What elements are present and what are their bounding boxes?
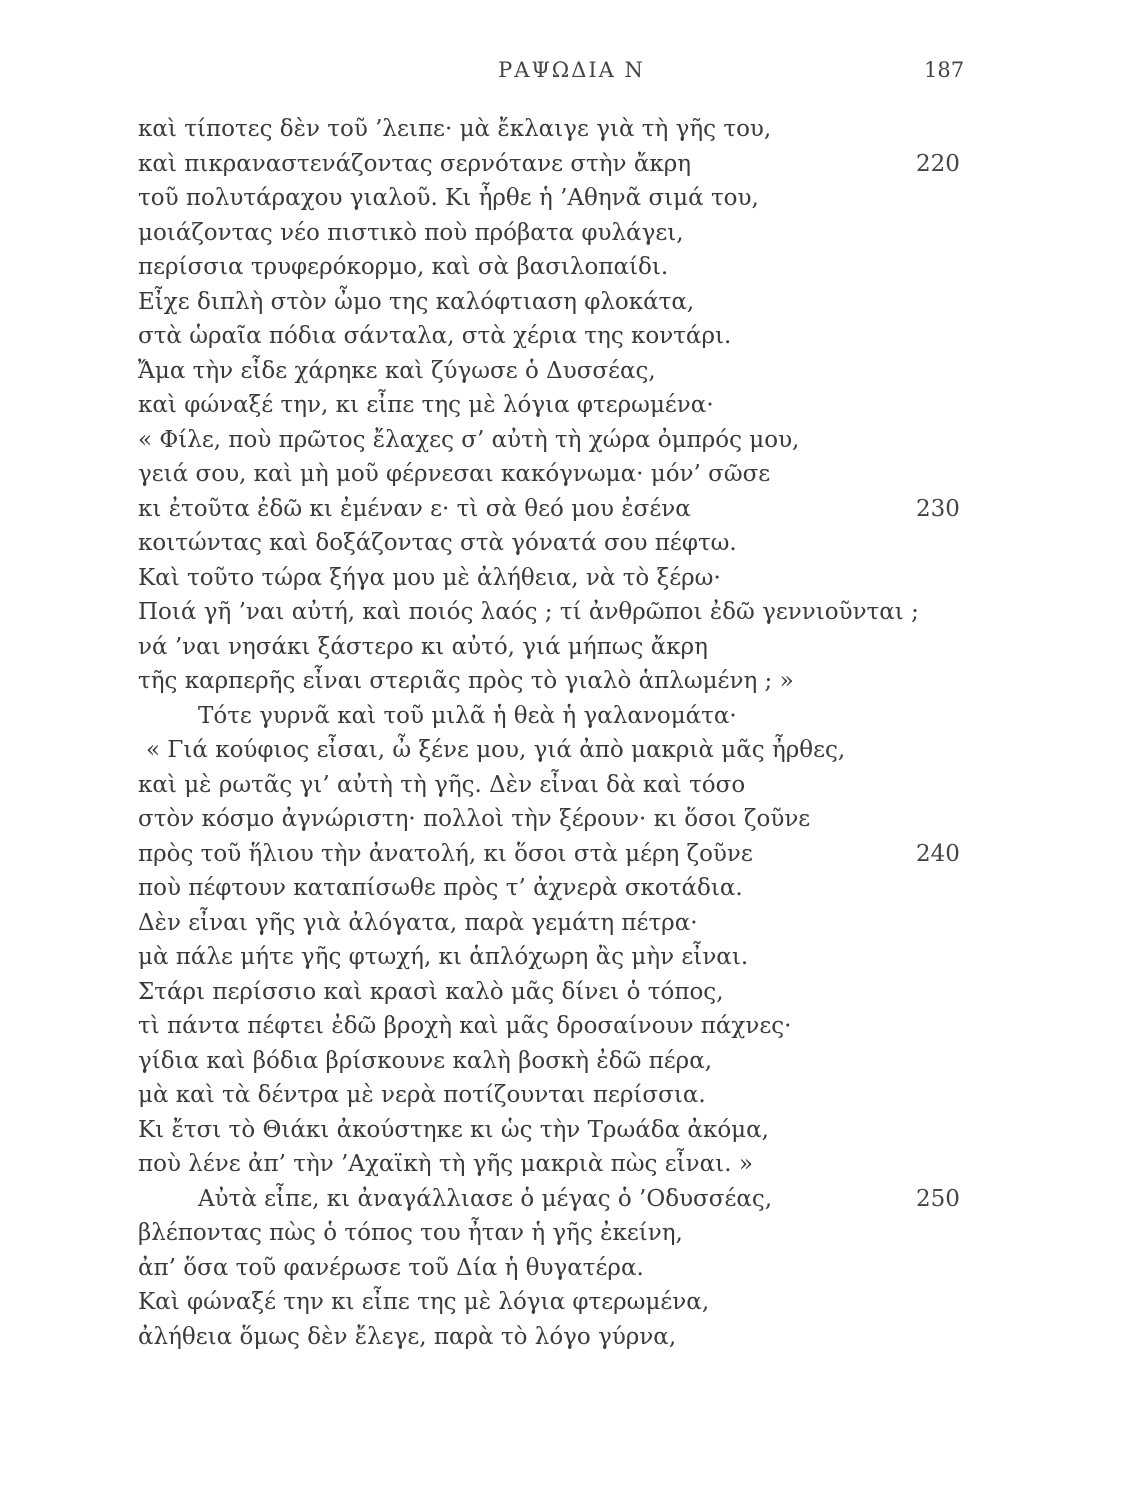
line-number: 240 <box>916 840 960 867</box>
verse-text: στὰ ὡραῖα πόδια σάνταλα, στὰ χέρια της κοντάρι. <box>138 323 732 349</box>
verse-line <box>138 630 998 665</box>
verse-line <box>138 492 998 527</box>
verse-line <box>138 388 998 423</box>
verse-block <box>138 112 998 1354</box>
verse-text: κι ἐτοῦτα ἐδῶ κι ἐμέναν ε· τὶ σὰ θεό μου ἐσένα <box>138 495 691 522</box>
verse-line <box>138 423 998 458</box>
verse-text: καὶ τίποτες δὲν τοῦ ’λειπε· μὰ ἔκλαιγε γιὰ τὴ γῆς του, <box>138 116 772 142</box>
verse-line <box>138 940 998 975</box>
verse-text: ἀλήθεια ὅμως δὲν ἔλεγε, παρὰ τὸ λόγο γύρνα, <box>138 1323 677 1350</box>
verse-line <box>138 768 998 803</box>
verse-text: Στάρι περίσσιο καὶ κρασὶ καλὸ μᾶς δίνει ὁ τόπος, <box>138 978 724 1005</box>
verse-text: νά ’ναι νησάκι ξάστερο κι αὐτό, γιά μήπως ἄκρη <box>138 633 708 660</box>
verse-line <box>138 250 998 285</box>
verse-text: περίσσια τρυφερόκορμο, καὶ σὰ βασιλοπαίδι. <box>138 254 669 280</box>
line-number: 220 <box>916 150 960 177</box>
verse-line <box>138 975 998 1010</box>
verse-line <box>138 1078 998 1113</box>
verse-text: βλέποντας πὼς ὁ τόπος του ἦταν ἡ γῆς ἐκείνη, <box>138 1220 683 1246</box>
verse-text: καὶ μὲ ρωτᾶς γι’ αὐτὴ τὴ γῆς. Δὲν εἶναι δὰ καὶ τόσο <box>138 771 746 798</box>
verse-line <box>138 837 998 872</box>
line-number: 230 <box>916 495 960 522</box>
verse-text: γειά σου, καὶ μὴ μοῦ φέρνεσαι κακόγνωμα· μόν’ σῶσε <box>138 461 771 487</box>
verse-text: πρὸς τοῦ ἥλιου τὴν ἀνατολή, κι ὅσοι στὰ μέρη ζοῦνε <box>138 840 753 867</box>
verse-text: Τότε γυρνᾶ καὶ τοῦ μιλᾶ ἡ θεὰ ἡ γαλανομάτα· <box>198 702 737 729</box>
verse-line <box>138 1044 998 1079</box>
verse-line <box>138 1009 998 1044</box>
chapter-title: ΡΑΨΩΔΙΑ Ν <box>498 58 645 82</box>
verse-line <box>138 1251 998 1286</box>
verse-text: γίδια καὶ βόδια βρίσκουνε καλὴ βοσκὴ ἐδῶ πέρα, <box>138 1047 713 1074</box>
verse-text: τὶ πάντα πέφτει ἐδῶ βροχὴ καὶ μᾶς δροσαίνουν πάχνες· <box>138 1013 792 1039</box>
verse-text: « Φίλε, ποὺ πρῶτος ἔλαχες σ’ αὐτὴ τὴ χώρα ὀμπρός μου, <box>138 426 800 453</box>
verse-text: ἀπ’ ὅσα τοῦ φανέρωσε τοῦ Δία ἡ θυγατέρα. <box>138 1254 644 1281</box>
verse-text: στὸν κόσμο ἀγνώριστη· πολλοὶ τὴν ξέρουν· κι ὅσοι ζοῦνε <box>138 806 811 832</box>
page-number: 187 <box>924 58 965 82</box>
verse-line <box>138 595 998 630</box>
verse-line <box>138 1285 998 1320</box>
verse-text: καὶ πικραναστενάζοντας σερνότανε στὴν ἄκρη <box>138 150 692 177</box>
verse-line <box>138 1216 998 1251</box>
verse-text: Αὐτὰ εἶπε, κι ἀναγάλλιασε ὁ μέγας ὁ ’Οδυσσέας, <box>198 1185 773 1212</box>
verse-line <box>138 181 998 216</box>
verse-text: Κι ἔτσι τὸ Θιάκι ἀκούστηκε κι ὡς τὴν Τρωάδα ἀκόμα, <box>138 1116 769 1143</box>
line-number: 250 <box>916 1185 960 1212</box>
verse-line <box>138 1147 998 1182</box>
verse-line <box>138 216 998 251</box>
verse-line <box>138 457 998 492</box>
verse-text: ποὺ πέφτουν καταπίσωθε πρὸς τ’ ἀχνερὰ σκοτάδια. <box>138 875 743 901</box>
verse-line <box>138 319 998 354</box>
verse-line <box>138 802 998 837</box>
verse-line <box>138 112 998 147</box>
verse-text: μὰ καὶ τὰ δέντρα μὲ νερὰ ποτίζουνται περίσσια. <box>138 1082 706 1108</box>
verse-line <box>138 906 998 941</box>
verse-text: μὰ πάλε μήτε γῆς φτωχή, κι ἁπλόχωρη ἂς μὴν εἶναι. <box>138 944 749 970</box>
verse-text: καὶ φώναξέ την, κι εἶπε της μὲ λόγια φτερωμένα· <box>138 392 714 418</box>
verse-text: ποὺ λένε ἀπ’ τὴν ’Αχαϊκὴ τὴ γῆς μακριὰ πὼς εἶναι. » <box>138 1151 753 1177</box>
verse-text: Καὶ τοῦτο τώρα ξήγα μου μὲ ἀλήθεια, νὰ τὸ ξέρω· <box>138 564 721 591</box>
verse-line <box>138 733 998 768</box>
verse-text: Δὲν εἶναι γῆς γιὰ ἀλόγατα, παρὰ γεμάτη πέτρα· <box>138 909 698 936</box>
verse-line <box>138 1320 998 1355</box>
verse-line <box>138 1113 998 1148</box>
verse-line <box>138 561 998 596</box>
verse-line <box>138 871 998 906</box>
verse-line <box>138 526 998 561</box>
verse-text: Ποιά γῆ ’ναι αὐτή, καὶ ποιός λαός ; τί ἀνθρῶποι ἐδῶ γεννιοῦνται ; <box>138 599 919 625</box>
verse-line <box>138 285 998 320</box>
verse-line <box>138 354 998 389</box>
verse-text: Καὶ φώναξέ την κι εἶπε της μὲ λόγια φτερωμένα, <box>138 1289 710 1315</box>
verse-text: Εἶχε διπλὴ στὸν ὦμο της καλόφτιαση φλοκάτα, <box>138 288 695 315</box>
verse-line <box>138 664 998 699</box>
verse-text: τῆς καρπερῆς εἶναι στεριᾶς πρὸς τὸ γιαλὸ ἁπλωμένη ; » <box>138 668 794 694</box>
verse-text: κοιτώντας καὶ δοξάζοντας στὰ γόνατά σου πέφτω. <box>138 530 737 556</box>
verse-line <box>138 147 998 182</box>
verse-text: τοῦ πολυτάραχου γιαλοῦ. Κι ἦρθε ἡ ’Αθηνᾶ σιμά του, <box>138 185 759 211</box>
verse-text: μοιάζοντας νέο πιστικὸ ποὺ πρόβατα φυλάγει, <box>138 219 684 246</box>
verse-line <box>138 699 998 734</box>
verse-text: Ἄμα τὴν εἶδε χάρηκε καὶ ζύγωσε ὁ Δυσσέας, <box>138 357 656 384</box>
verse-line <box>138 1182 998 1217</box>
verse-text: « Γιά κούφιος εἶσαι, ὦ ξένε μου, γιά ἀπὸ μακριὰ μᾶς ἦρθες, <box>146 737 846 763</box>
